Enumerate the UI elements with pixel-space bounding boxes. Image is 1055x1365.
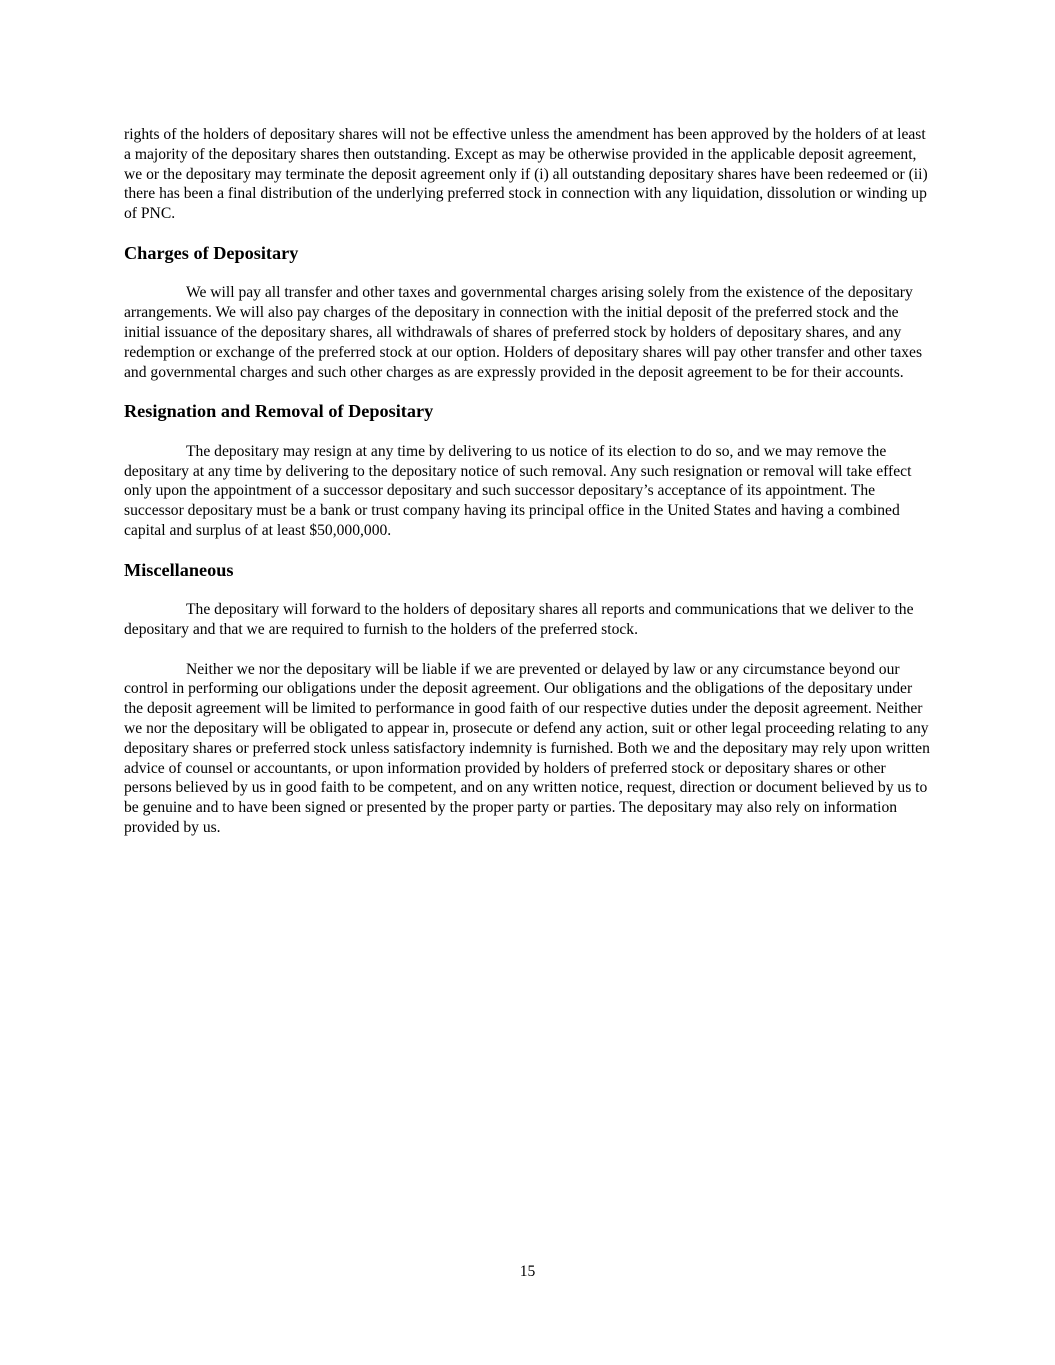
intro-paragraph: rights of the holders of depositary shares will not be effective unless the amendment has been approved by the holders of at least a majority of the depositary shares then outstanding. Except as may be otherwise provided in the applicable deposit agreement, we or the depositary may terminate the deposit agreement only if (i) all outstanding depositary shares have been redeemed or (ii) there has been a final distribution of the underlying preferred stock in connection with any liquidation, dissolution or winding up of PNC. — [124, 126, 928, 223]
charges-of-depositary-paragraph: We will pay all transfer and other taxes and governmental charges arising solely from the existence of the depositary arrangements. We will also pay charges of the depositary in connection with the initial deposit of the preferred stock and the initial issuance of the depositary shares, all withdrawals of shares of preferred stock by holders of depositary shares, and any redemption or exchange of the preferred stock at our option. Holders of depositary shares will pay other transfer and other taxes and governmental charges and such other charges as are expressly provided in the deposit agreement to be for their accounts. — [124, 284, 923, 381]
miscellaneous-paragraph-2: Neither we nor the depositary will be liable if we are prevented or delayed by law or any circumstance beyond our control in performing our obligations under the deposit agreement. Our obligations and the obligations of the depositary under the deposit agreement will be limited to performance in good faith of our respective duties under the deposit agreement. Neither we nor the depositary will be obligated to appear in, prosecute or defend any action, suit or other legal proceeding relating to any depositary shares or preferred stock unless satisfactory indemnity is furnished. Both we and the depositary may rely upon written advice of counsel or accountants, or upon information provided by holders of preferred stock or depositary shares or other persons believed by us in good faith to be competent, and on any written notice, request, direction or document believed by us to be genuine and to have been signed or presented by the proper party or parties. The depositary may also rely on information provided by us. — [124, 660, 930, 836]
miscellaneous-paragraph-1: The depositary will forward to the holders of depositary shares all reports and communications that we deliver to the depositary and that we are required to furnish to the holders of the preferred stock. — [124, 601, 914, 638]
section-heading-resignation-and-removal: Resignation and Removal of Depositary — [124, 401, 434, 422]
resignation-and-removal-paragraph: The depositary may resign at any time by delivering to us notice of its election to do so, and we may remove the depositary at any time by delivering to the depositary notice of such removal. Any such resignation or removal will take effect only upon the appointment of a successor depositary and such successor depositary’s acceptance of its appointment. The successor depositary must be a bank or trust company having its principal office in the United States and having a combined capital and surplus of at least $50,000,000. — [124, 442, 912, 539]
section-heading-charges-of-depositary: Charges of Depositary — [124, 242, 299, 263]
document-body — [124, 125, 934, 857]
page-number: 15 — [519, 1263, 536, 1280]
section-heading-miscellaneous: Miscellaneous — [124, 559, 234, 580]
